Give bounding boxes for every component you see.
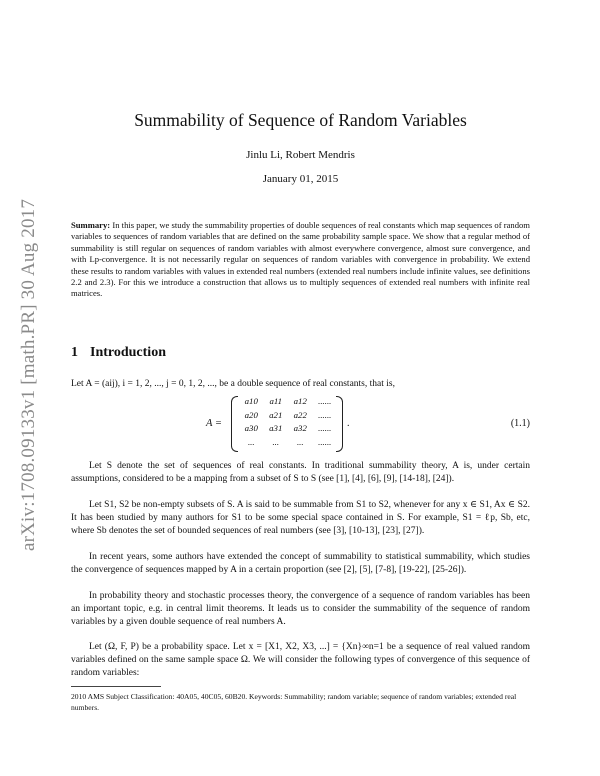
matrix-cell: a22 (293, 409, 307, 420)
matrix-row (239, 423, 337, 437)
matrix-cell: ...... (318, 409, 332, 420)
matrix (231, 396, 343, 452)
matrix-cell: a20 (244, 409, 258, 420)
section-title: Introduction (90, 345, 166, 360)
matrix-cell: ... (247, 436, 255, 447)
matrix-row (239, 396, 337, 410)
arxiv-sidebar-stamp (12, 170, 46, 580)
matrix-cell: a11 (269, 396, 283, 406)
matrix-cell: a30 (244, 423, 258, 433)
abstract-label: Summary: (71, 220, 111, 230)
matrix-right-paren (336, 396, 343, 452)
matrix-cell: ...... (318, 423, 332, 433)
matrix-cell: ...... (318, 396, 332, 406)
intro-paragraph-2: Let S denote the set of sequences of real constants. In traditional summability theory, A is, under certain assumptions, considered to be a mapping from a subset of S to S (see [1], [4], [6], [9], [14-18], [24]). (71, 461, 530, 484)
matrix-grid (239, 396, 337, 450)
paper-authors: Jinlu Li, Robert Mendris (246, 149, 355, 161)
footnote: 2010 AMS Subject Classification: 40A05, 40C05, 60B20. Keywords: Summability; random variable; sequence of random variables; extended real numbers. (71, 692, 517, 712)
matrix-cell: ...... (318, 436, 332, 447)
matrix-cell: a12 (293, 396, 307, 406)
matrix-cell: ... (296, 436, 304, 447)
abstract-text: In this paper, we study the summability properties of double sequences of real constants which map sequences of random variables to sequences of random variables that are defined on the same probability sample space. We show that a regular method of summability is still regular on sequences of random variables with almost everywhere convergence, almost sure convergence, and with Lp-convergence. It is not necessarily regular on sequences of random variables with convergence in probability. We extend these results to random variables with values in extended real numbers (extended real numbers include infinite values, see definitions 2.2 and 2.3). For this we introduce a construction that allows us to multiply sequences of extended real numbers with infinite real matrices. (71, 220, 530, 299)
abstract (71, 220, 530, 300)
section-number: 1 (71, 345, 78, 360)
footnote-rule (71, 686, 161, 687)
intro-paragraph-4: In recent years, some authors have extended the concept of summability to statistical summability, which studies the convergence of sequences mapped by A in a certain proportion (see [2], [5], [7-8], [19-22], [25-26]). (71, 552, 530, 575)
matrix-cell: a31 (269, 423, 283, 433)
arxiv-id: arXiv:1708.09133v1 [math.PR] 30 Aug 2017 (18, 198, 39, 552)
matrix-row (239, 437, 337, 451)
matrix-row (239, 410, 337, 424)
equation-1-1 (71, 396, 530, 456)
paper-title: Summability of Sequence of Random Variables (134, 110, 467, 130)
matrix-cell: a21 (269, 409, 283, 420)
intro-paragraph-6: Let (Ω, F, P) be a probability space. Let x = [X1, X2, X3, ...] = {Xn}∞n=1 be a sequence of real valued random variables defined on the same sample space Ω. We will consider the following types of convergence of this sequence of random variables: (71, 642, 530, 678)
matrix-cell: a32 (293, 423, 307, 433)
matrix-cell: a10 (244, 396, 258, 406)
matrix-end-period: . (347, 418, 350, 429)
intro-paragraph-5: In probability theory and stochastic processes theory, the convergence of a sequence of random variables has been an important topic, e.g. in central limit theorems. It leads us to consider the summability of the sequence of random variables by a given double sequence of real numbers A. (71, 591, 530, 627)
intro-paragraph-1: Let A = (aij), i = 1, 2, ..., j = 0, 1, 2, ..., be a double sequence of real constants, that is, (71, 379, 395, 389)
paper-date: January 01, 2015 (262, 173, 339, 185)
section-heading (71, 345, 166, 361)
intro-paragraph-3: Let S1, S2 be non-empty subsets of S. A is said to be summable from S1 to S2, whenever for any x ∈ S1, Ax ∈ S2. It has been studied by many authors for S1 to be some special space contained in S. For example, S1 = ℓp, Sb, etc, where Sb denotes the set of bounded sequences of real numbers (see [3], [10-13], [23], [27]). (71, 500, 530, 536)
equation-number: (1.1) (510, 418, 530, 429)
matrix-left-paren (231, 396, 238, 452)
matrix-cell: ... (272, 436, 280, 447)
matrix-label: A = (206, 418, 222, 429)
